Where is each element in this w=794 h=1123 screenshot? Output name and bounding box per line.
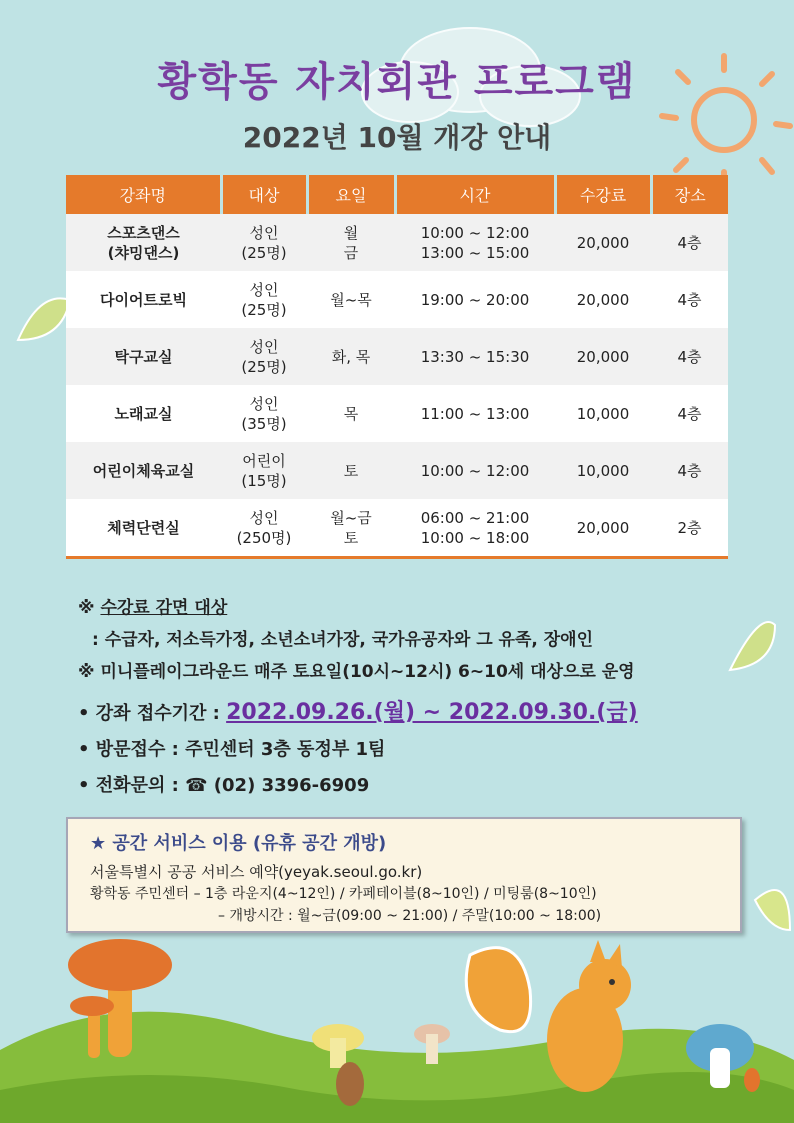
course-target: 성인 (250명) xyxy=(221,499,307,558)
course-fee: 20,000 xyxy=(555,271,651,328)
info-bullets xyxy=(78,695,638,804)
course-time: 19:00 ~ 20:00 xyxy=(395,271,555,328)
course-day: 토 xyxy=(307,442,395,499)
space-service-heading: ★ 공간 서비스 이용 (유휴 공간 개방) xyxy=(90,833,387,854)
course-place: 2층 xyxy=(651,499,728,558)
discount-detail: : 수급자, 저소득가정, 소년소녀가장, 국가유공자와 그 유족, 장애인 xyxy=(92,630,594,650)
course-day: 목 xyxy=(307,385,395,442)
course-target: 성인 (25명) xyxy=(221,214,307,271)
registration-dates: 2022.09.26.(월) ~ 2022.09.30.(금) xyxy=(226,700,638,725)
table-row xyxy=(66,442,728,499)
course-target: 성인 (35명) xyxy=(221,385,307,442)
program-table xyxy=(66,175,728,559)
course-fee: 10,000 xyxy=(555,442,651,499)
course-name: 스포츠댄스 (챠밍댄스) xyxy=(66,214,221,271)
miniplay-note xyxy=(78,656,635,688)
header-fee: 수강료 xyxy=(555,175,651,214)
course-fee: 20,000 xyxy=(555,214,651,271)
notes-section xyxy=(78,592,635,688)
course-time: 11:00 ~ 13:00 xyxy=(395,385,555,442)
course-name: 탁구교실 xyxy=(66,328,221,385)
course-day: 월~금 토 xyxy=(307,499,395,558)
reference-mark: ※ xyxy=(78,662,95,682)
course-fee: 20,000 xyxy=(555,328,651,385)
space-service-box xyxy=(66,817,742,933)
course-fee: 10,000 xyxy=(555,385,651,442)
course-time: 10:00 ~ 12:00 xyxy=(395,442,555,499)
course-place: 4층 xyxy=(651,385,728,442)
reservation-site: 서울특별시 공공 서비스 예약(yeyak.seoul.go.kr) xyxy=(90,863,423,881)
course-place: 4층 xyxy=(651,214,728,271)
phone-number[interactable]: (02) 3396-6909 xyxy=(213,775,370,796)
course-target: 어린이 (15명) xyxy=(221,442,307,499)
table-row xyxy=(66,385,728,442)
discount-note xyxy=(78,592,635,624)
miniplay-text: 미니플레이그라운드 매주 토요일(10시~12시) 6~10세 대상으로 운영 xyxy=(100,662,635,682)
course-place: 4층 xyxy=(651,271,728,328)
course-name: 어린이체육교실 xyxy=(66,442,221,499)
reference-mark: ※ xyxy=(78,598,95,618)
header-time: 시간 xyxy=(395,175,555,214)
course-name: 다이어트로빅 xyxy=(66,271,221,328)
course-name: 노래교실 xyxy=(66,385,221,442)
course-day: 월~목 xyxy=(307,271,395,328)
registration-period: • 강좌 접수기간 : 2022.09.26.(월) ~ 2022.09.30.(금) xyxy=(78,700,638,725)
visit-info: • 방문접수 : 주민센터 3층 동정부 1팀 xyxy=(78,739,386,760)
course-target: 성인 (25명) xyxy=(221,328,307,385)
course-name: 체력단련실 xyxy=(66,499,221,558)
phone-icon: ☎ xyxy=(185,775,208,796)
table-header-row xyxy=(66,175,728,214)
table-row xyxy=(66,328,728,385)
table-row xyxy=(66,214,728,271)
open-hours: – 개방시간 : 월~금(09:00 ~ 21:00) / 주말(10:00 ~ 18:00) xyxy=(218,908,602,924)
space-list: 황학동 주민센터 – 1층 라운지(4~12인) / 카페테이블(8~10인) / 미팅룸(8~10인) xyxy=(90,886,597,902)
course-time: 13:30 ~ 15:30 xyxy=(395,328,555,385)
page-subtitle: 2022년 10월 개강 안내 xyxy=(242,121,552,154)
discount-title: 수강료 감면 대상 xyxy=(100,598,228,618)
header-day: 요일 xyxy=(307,175,395,214)
course-place: 4층 xyxy=(651,442,728,499)
course-fee: 20,000 xyxy=(555,499,651,558)
course-place: 4층 xyxy=(651,328,728,385)
phone-info: • 전화문의 : ☎ (02) 3396-6909 xyxy=(78,775,370,796)
table-row xyxy=(66,499,728,558)
header-target: 대상 xyxy=(221,175,307,214)
course-target: 성인 (25명) xyxy=(221,271,307,328)
course-day: 화, 목 xyxy=(307,328,395,385)
table-row xyxy=(66,271,728,328)
header-course: 강좌명 xyxy=(66,175,221,214)
page-title: 황학동 자치회관 프로그램 xyxy=(157,59,637,105)
course-time: 10:00 ~ 12:00 13:00 ~ 15:00 xyxy=(395,214,555,271)
course-time: 06:00 ~ 21:00 10:00 ~ 18:00 xyxy=(395,499,555,558)
header-place: 장소 xyxy=(651,175,728,214)
course-day: 월 금 xyxy=(307,214,395,271)
